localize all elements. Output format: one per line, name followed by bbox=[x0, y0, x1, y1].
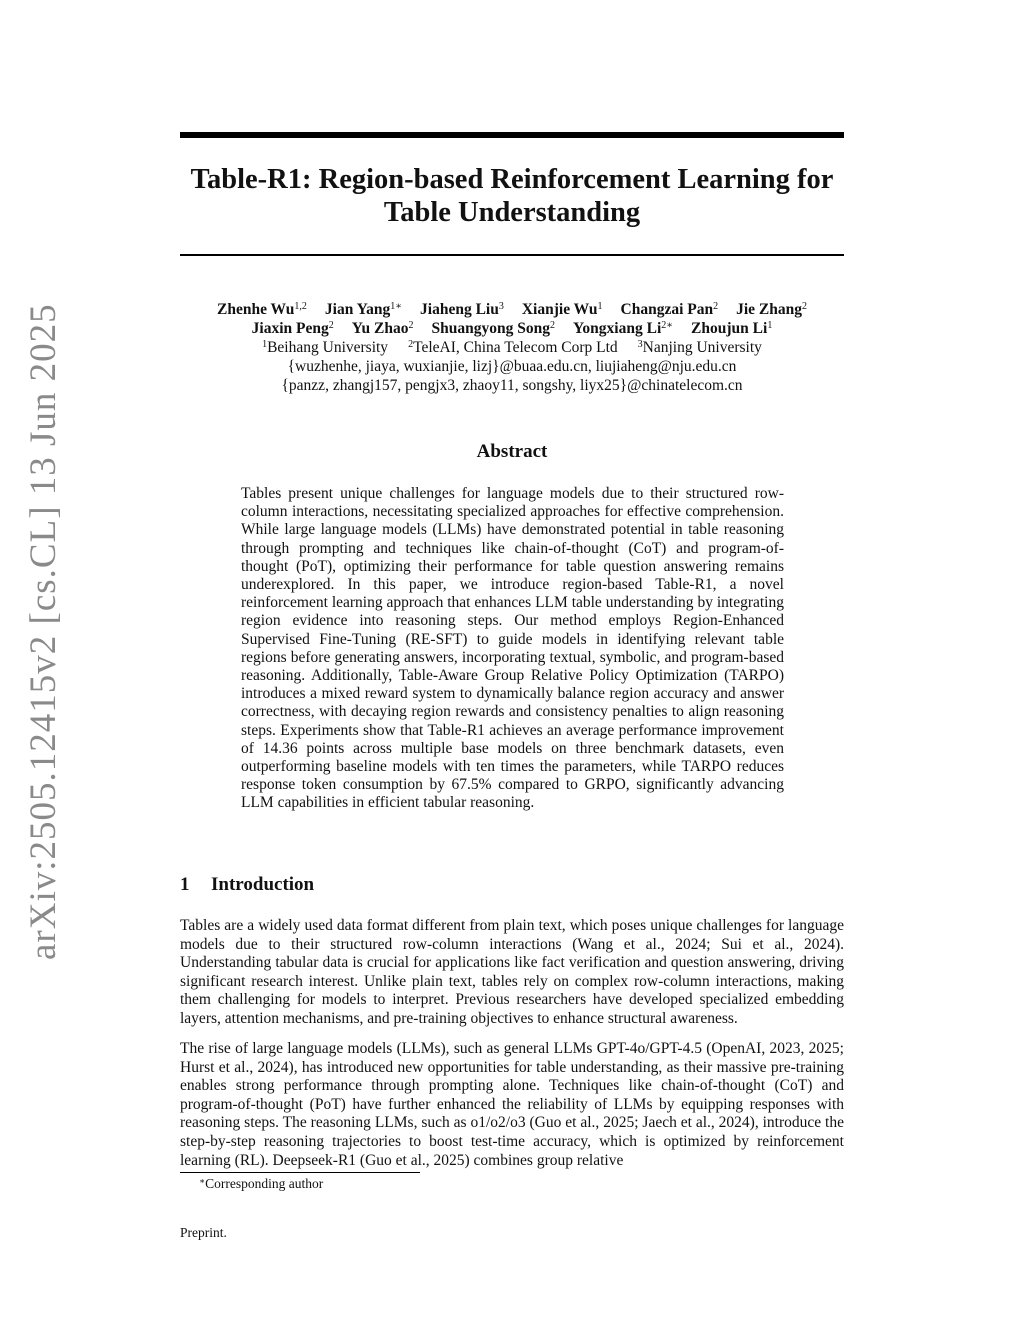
author-row-1 bbox=[180, 300, 844, 319]
author: Jie Zhang$^2$ bbox=[736, 301, 807, 318]
footnote bbox=[199, 1176, 323, 1192]
footnote-mark: ∗ bbox=[199, 1176, 206, 1186]
abstract-body: Tables present unique challenges for language models due to their structured row-column interactions, necessitating specialized approaches for effective comprehension. While large language models (LLMs) have demonstrated potential in table reasoning through prompting and techniques like chain-of-thought (CoT) and program-of-thought (PoT), optimizing their performance for table question answering remains underexplored. In this paper, we introduce region-based Table-R1, a novel reinforcement learning approach that enhances LLM table understanding by integrating region evidence into reasoning steps. Our method employs Region-Enhanced Supervised Fine-Tuning (RE-SFT) to guide models in identifying relevant table regions before generating answers, incorporating textual, symbolic, and program-based reasoning. Additionally, Table-Aware Group Relative Policy Optimization (TARPO) introduces a mixed reward system to dynamically balance region accuracy and answer correctness, with decaying region rewards and consistency penalties to align reasoning steps. Experiments show that Table-R1 achieves an average performance improvement of 14.36 points across multiple base models on three benchmark datasets, even outperforming baseline models with ten times the parameters, while TARPO reduces response token consumption by 67.5% compared to GRPO, significantly advancing LLM capabilities in efficient tabular reasoning. bbox=[241, 485, 784, 812]
arxiv-identifier: arXiv:2505.12415v2 [cs.CL] 13 Jun 2025 bbox=[23, 303, 64, 960]
intro-paragraph-2: The rise of large language models (LLMs), such as general LLMs GPT-4o/GPT-4.5 (OpenAI, 2023, 2025; Hurst et al., 2024), has introduced new opportunities for table understanding, as their massive pre-training enables strong performance through prompting alone. Techniques like chain-of-thought (CoT) and program-of-thought (PoT) have further enhanced the reliability of LLMs by equipping responses with reasoning steps. The reasoning LLMs, such as o1/o2/o3 (Guo et al., 2025; Jaech et al., 2024), introduce the step-by-step reasoning trajectories to boost test-time accuracy, which is optimized by reinforcement learning (RL). Deepseek-R1 (Guo et al., 2025) combines group relative bbox=[180, 1040, 844, 1169]
section-heading bbox=[180, 874, 314, 896]
author: Xianjie Wu$^1$ bbox=[521, 301, 603, 318]
author-row-2 bbox=[180, 319, 844, 338]
footnote-rule bbox=[180, 1172, 420, 1173]
intro-paragraph-1: Tables are a widely used data format different from plain text, which poses unique challenges for language models due to their structured row-column interactions (Wang et al., 2024; Sui et al., 2024). Understanding tabular data is crucial for applications like fact verification and question answering, driving significant research interest. Unlike plain text, tables rely on complex row-column interactions, making them challenging for models to interpret. Previous researchers have developed specialized embedding layers, attention mechanisms, and pre-training objectives to enhance structural awareness. bbox=[180, 917, 844, 1027]
section-title: Introduction bbox=[211, 874, 315, 895]
affiliation: $^1$Beihang University bbox=[262, 339, 389, 356]
affiliation: $^2$TeleAI, China Telecom Corp Ltd bbox=[408, 339, 618, 356]
footnote-text: Corresponding author bbox=[205, 1176, 324, 1191]
title-top-rule bbox=[180, 132, 844, 138]
author: Jiaheng Liu$^3$ bbox=[420, 301, 504, 318]
email-line-1: {wuzhenhe, jiaya, wuxianjie, lizj}@buaa.edu.cn, liujiaheng@nju.edu.cn bbox=[287, 358, 737, 375]
author: Jian Yang$^{1∗}$ bbox=[324, 301, 403, 318]
author: Shuangyong Song$^2$ bbox=[431, 320, 555, 337]
author: Yu Zhao$^2$ bbox=[351, 320, 414, 337]
affiliations bbox=[180, 338, 844, 357]
author: Zhoujun Li$^1$ bbox=[691, 320, 773, 337]
title-line-1: Table-R1: Region-based Reinforcement Learning for bbox=[190, 164, 834, 195]
abstract-heading: Abstract bbox=[476, 441, 548, 462]
title-bottom-rule bbox=[180, 254, 844, 256]
author: Changzai Pan$^2$ bbox=[620, 301, 719, 318]
author: Yongxiang $Li^{2∗}$ bbox=[572, 320, 674, 337]
author: Jiaxin Peng$^2$ bbox=[251, 320, 334, 337]
paper-title bbox=[180, 163, 844, 229]
affiliation: $^3$Nanjing University bbox=[637, 339, 762, 356]
section-number: 1 bbox=[180, 874, 190, 895]
email-line-2: {panzz, zhangj157, pengjx3, zhaoy11, songshy, liyx25}@chinatelecom.cn bbox=[281, 377, 743, 394]
title-line-2: Table Understanding bbox=[383, 197, 641, 228]
footer-label: Preprint. bbox=[180, 1225, 227, 1240]
author: Zhenhe Wu$^{1,2}$ bbox=[217, 301, 307, 318]
author-block bbox=[180, 300, 844, 395]
